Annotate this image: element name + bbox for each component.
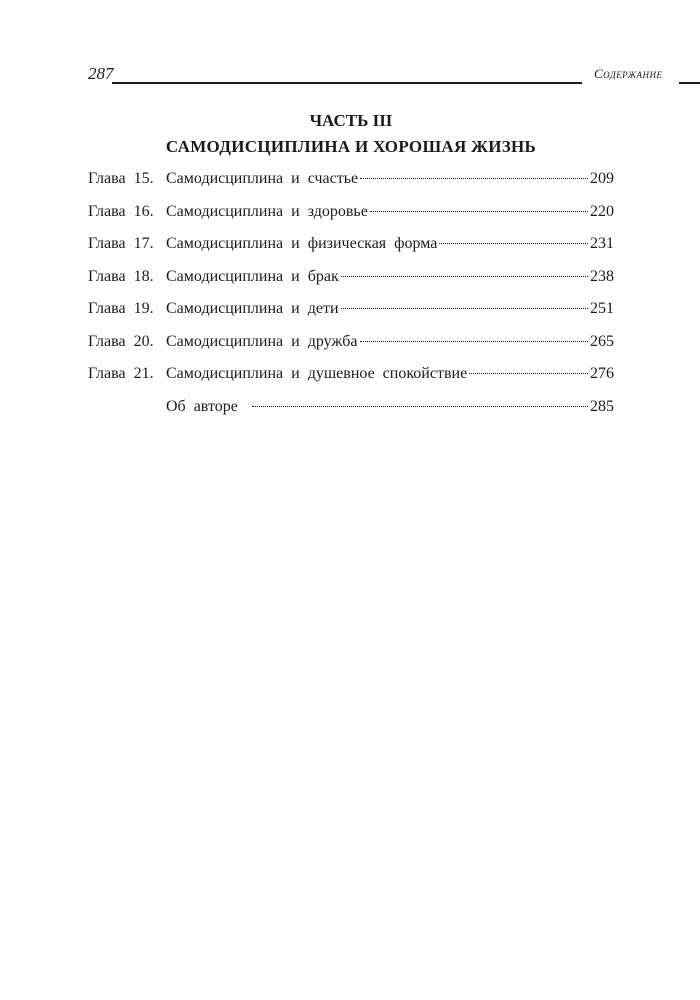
toc-entry-title: Самодисциплина и физическая форма <box>166 235 438 252</box>
dot-leader <box>360 178 588 179</box>
toc-page-number: 238 <box>590 267 614 285</box>
toc-entry[interactable] <box>88 396 614 429</box>
toc-chapter-number: Глава 18. <box>88 267 154 285</box>
toc-entry[interactable] <box>88 331 614 364</box>
dot-leader <box>439 243 588 244</box>
toc-entry-title: Самодисциплина и счастье <box>166 170 359 187</box>
dot-leader <box>341 276 588 277</box>
running-title: Содержание <box>594 66 663 81</box>
dot-leader <box>252 406 588 407</box>
toc-entry-title: Самодисциплина и дети <box>166 300 339 317</box>
toc-page-number: 265 <box>590 332 614 350</box>
toc-page-number: 209 <box>590 170 614 187</box>
toc-entry[interactable] <box>88 233 614 266</box>
toc-entry[interactable] <box>88 168 614 201</box>
toc-entry-title: Об авторе <box>166 397 238 415</box>
toc-entry-title: Самодисциплина и здоровье <box>166 202 368 220</box>
toc-chapter-number: Глава 17. <box>88 235 154 252</box>
toc-chapter-number: Глава 15. <box>88 170 154 187</box>
dot-leader <box>370 211 588 212</box>
dot-leader <box>341 308 589 309</box>
dot-leader <box>360 341 588 342</box>
toc-entry[interactable] <box>88 298 614 331</box>
toc-chapter-number: Глава 19. <box>88 300 154 317</box>
toc-chapter-number: Глава 20. <box>88 332 154 350</box>
header-rule-end <box>679 82 700 84</box>
page-number: 287 <box>88 64 114 83</box>
part-title: САМОДИСЦИПЛИНА И ХОРОШАЯ ЖИЗНЬ <box>165 137 537 156</box>
toc-entry[interactable] <box>88 201 614 234</box>
toc-chapter-number: Глава 21. <box>88 365 154 382</box>
table-of-contents <box>88 168 614 428</box>
toc-page-number: 220 <box>590 202 614 220</box>
toc-page-number: 251 <box>590 300 614 317</box>
header-rule <box>112 82 582 84</box>
toc-page-number: 276 <box>590 365 614 382</box>
toc-entry-title: Самодисциплина и брак <box>166 267 339 285</box>
part-heading <box>88 110 614 158</box>
part-label: ЧАСТЬ III <box>309 111 393 130</box>
toc-entry-title: Самодисциплина и дружба <box>166 332 358 350</box>
dot-leader <box>469 373 588 374</box>
toc-entry[interactable] <box>88 266 614 299</box>
page-header <box>88 64 663 86</box>
toc-entry[interactable] <box>88 363 614 396</box>
toc-entry-title: Самодисциплина и душевное спокойствие <box>166 365 468 382</box>
toc-chapter-number: Глава 16. <box>88 202 154 220</box>
toc-page-number: 231 <box>590 235 614 252</box>
toc-page-number: 285 <box>590 397 614 415</box>
